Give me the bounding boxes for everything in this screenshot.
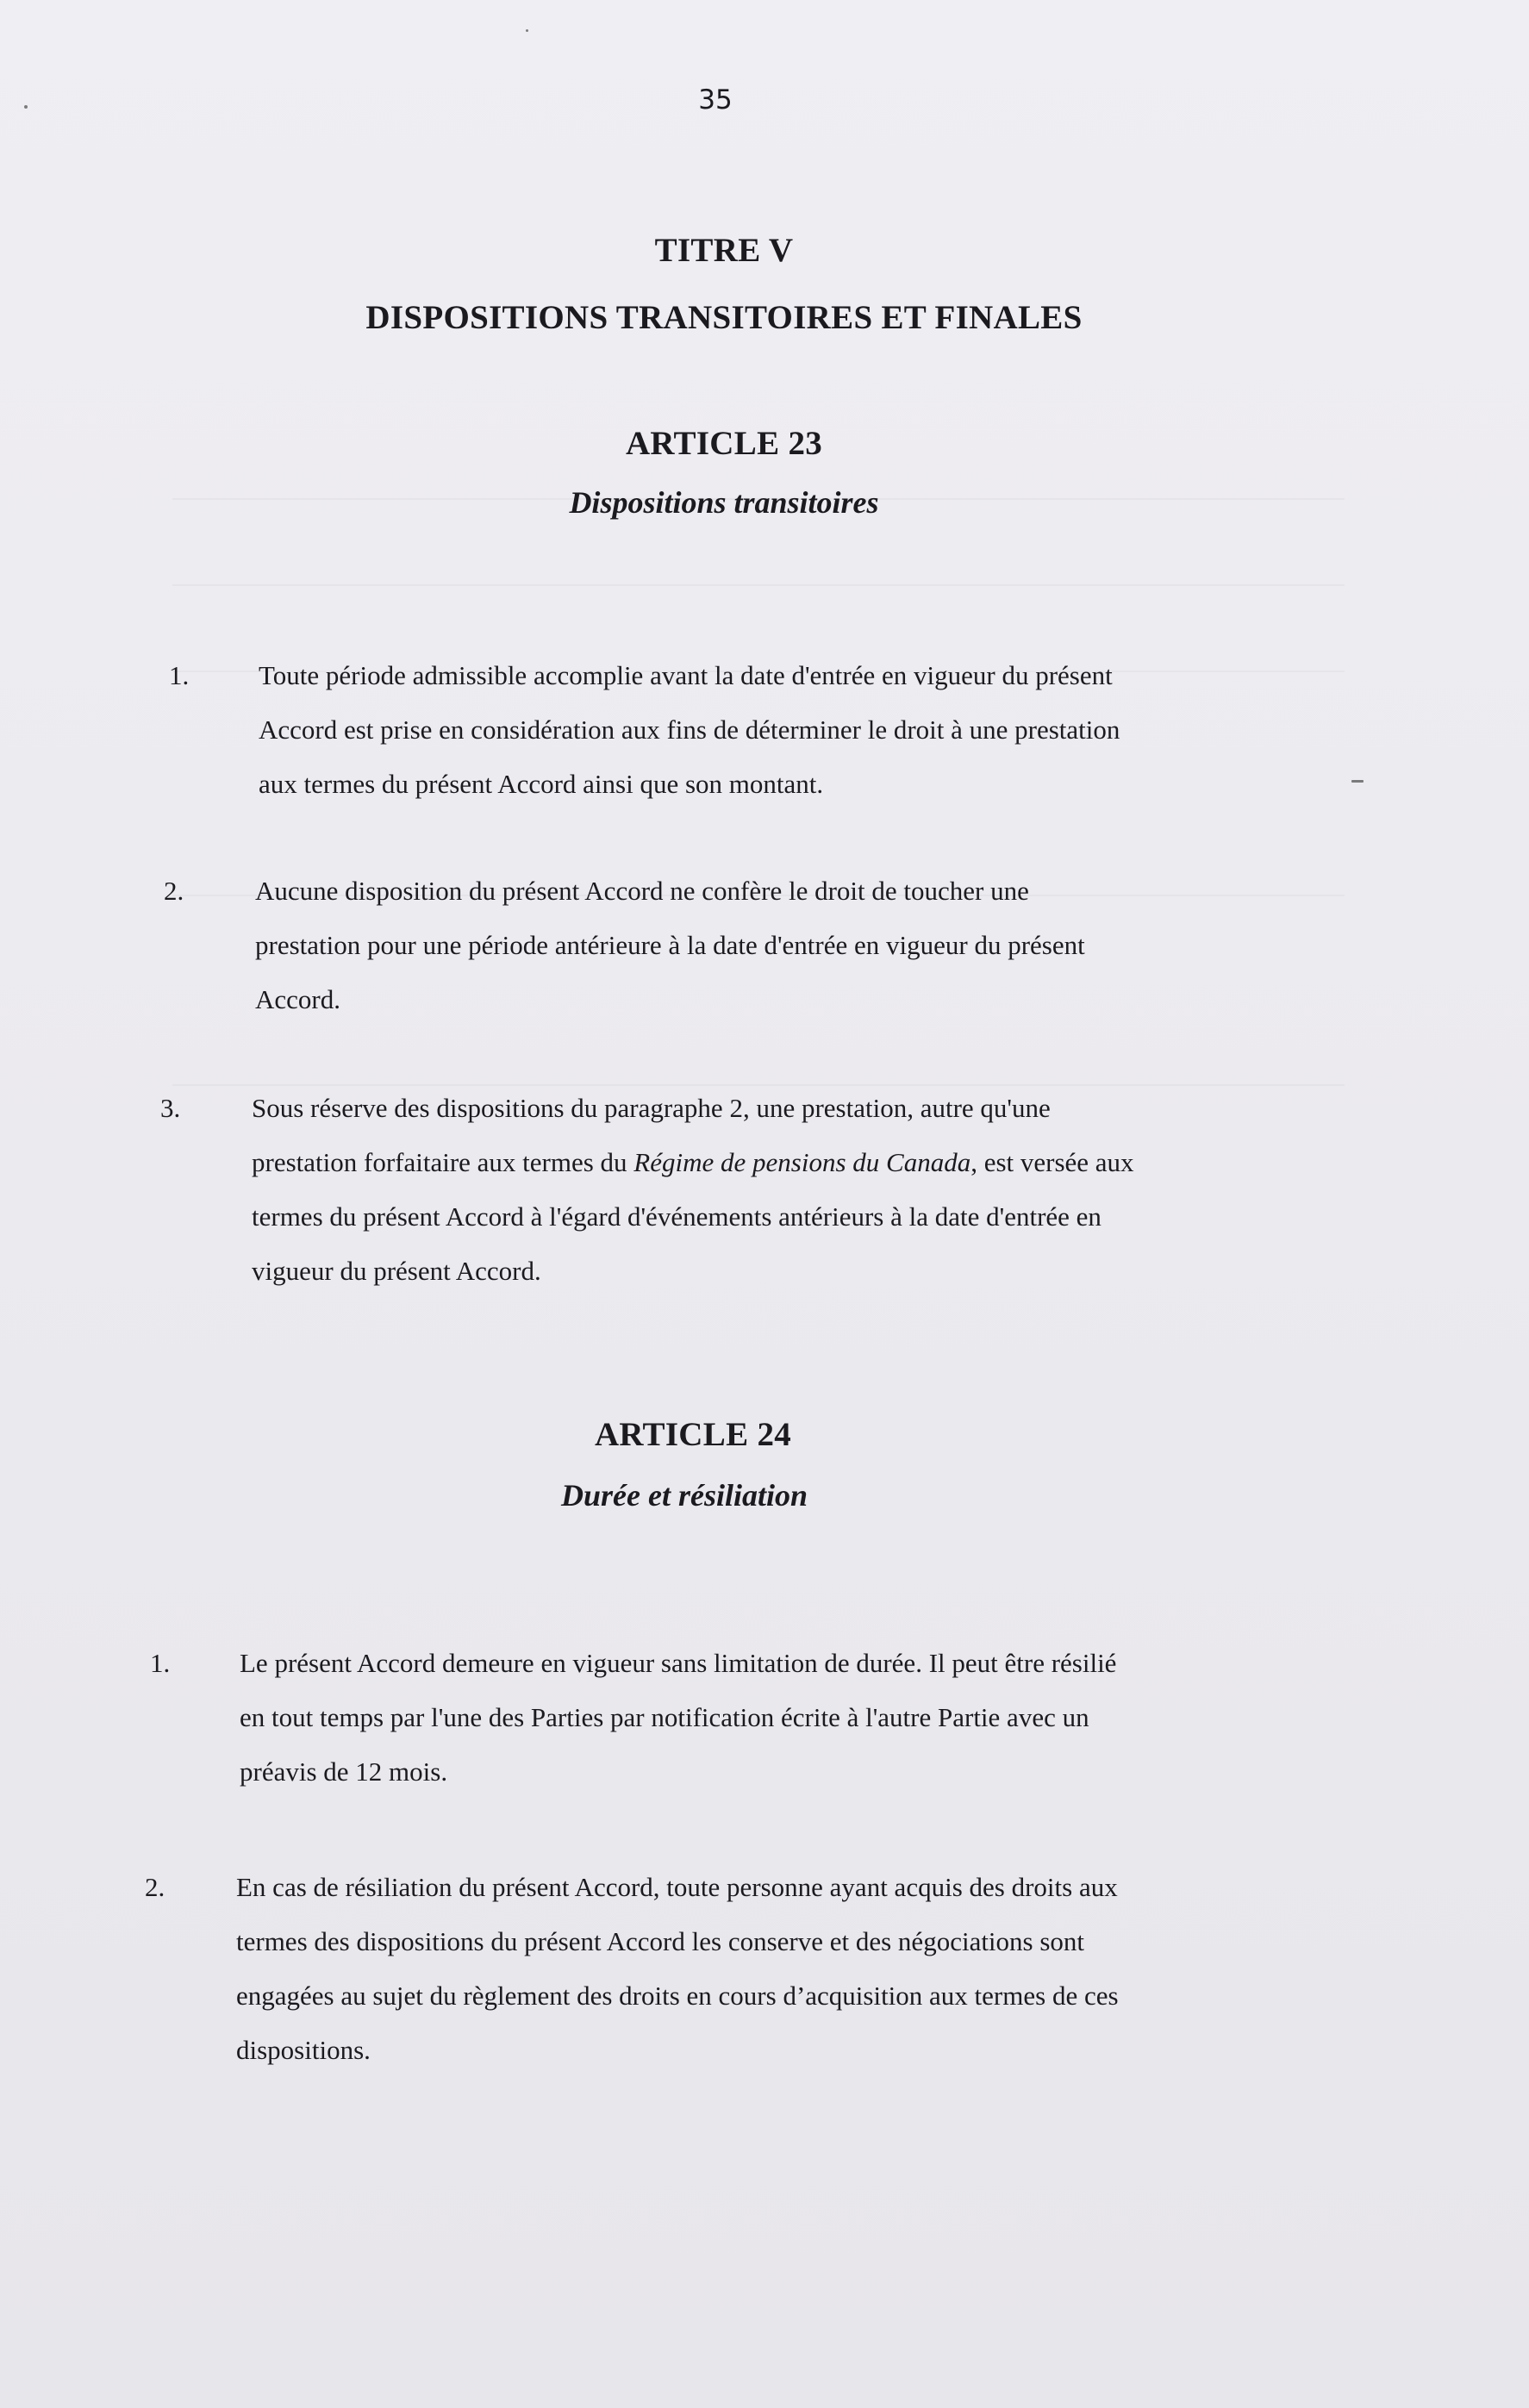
article-23-subheading: Dispositions transitoires (569, 485, 879, 520)
paragraph-line: Accord est prise en considération aux fins de déterminer le droit à une prestation (259, 714, 1120, 745)
paragraph-line: termes du présent Accord à l'égard d'événements antérieurs à la date d'entrée en (252, 1201, 1102, 1232)
paragraph-line (252, 1135, 1407, 1189)
paragraph-line: aux termes du présent Accord ainsi que son montant. (259, 769, 824, 799)
paragraph-line: Accord. (255, 984, 340, 1014)
article-24-heading: ARTICLE 24 (594, 1416, 792, 1453)
article-23-paragraph-3 (160, 1081, 1401, 1300)
paragraph-line: prestation pour une période antérieure à la date d'entrée en vigueur du présent (255, 930, 1085, 960)
paragraph-number: 3. (160, 1093, 181, 1123)
title-line-2: DISPOSITIONS TRANSITOIRES ET FINALES (365, 299, 1083, 336)
article-23-paragraph-2 (164, 864, 1388, 1027)
line-part: prestation forfaitaire aux termes du (252, 1147, 634, 1177)
paragraph-line: engagées au sujet du règlement des droits en cours d’acquisition aux termes de ces (236, 1981, 1119, 2011)
paragraph-number: 1. (150, 1648, 171, 1678)
line-part: , est versée aux (970, 1147, 1134, 1177)
paragraph-line: en tout temps par l'une des Parties par notification écrite à l'autre Partie avec un (240, 1702, 1089, 1732)
paragraph-line: dispositions. (236, 2035, 371, 2065)
paragraph-line: vigueur du présent Accord. (252, 1256, 541, 1286)
page-number: 35 (698, 84, 733, 115)
paragraph-line: Toute période admissible accomplie avant la date d'entrée en vigueur du présent (259, 660, 1113, 690)
paragraph-number: 1. (169, 660, 190, 690)
paragraph-line: termes des dispositions du présent Accord les conserve et des négociations sont (236, 1926, 1085, 1956)
article-23-heading: ARTICLE 23 (625, 425, 823, 462)
line-part-italic: Régime de pensions du Canada (633, 1147, 971, 1177)
paper-speck (526, 29, 528, 32)
paragraph-number: 2. (164, 876, 184, 906)
article-24-paragraph-1 (150, 1636, 1400, 1800)
paragraph-line: En cas de résiliation du présent Accord, toute personne ayant acquis des droits aux (236, 1872, 1118, 1902)
article-24-subheading: Durée et résiliation (561, 1478, 808, 1513)
paragraph-line: Sous réserve des dispositions du paragraphe 2, une prestation, autre qu'une (252, 1093, 1051, 1123)
article-24-paragraph-2 (145, 1860, 1403, 2079)
title-line-1: TITRE V (654, 232, 794, 269)
paragraph-number: 2. (145, 1872, 165, 1902)
paragraph-line: Le présent Accord demeure en vigueur sans limitation de durée. Il peut être résilié (240, 1648, 1117, 1678)
article-23-paragraph-1 (169, 648, 1393, 812)
paragraph-line: Aucune disposition du présent Accord ne confère le droit de toucher une (255, 876, 1029, 906)
paragraph-line: préavis de 12 mois. (240, 1756, 448, 1787)
